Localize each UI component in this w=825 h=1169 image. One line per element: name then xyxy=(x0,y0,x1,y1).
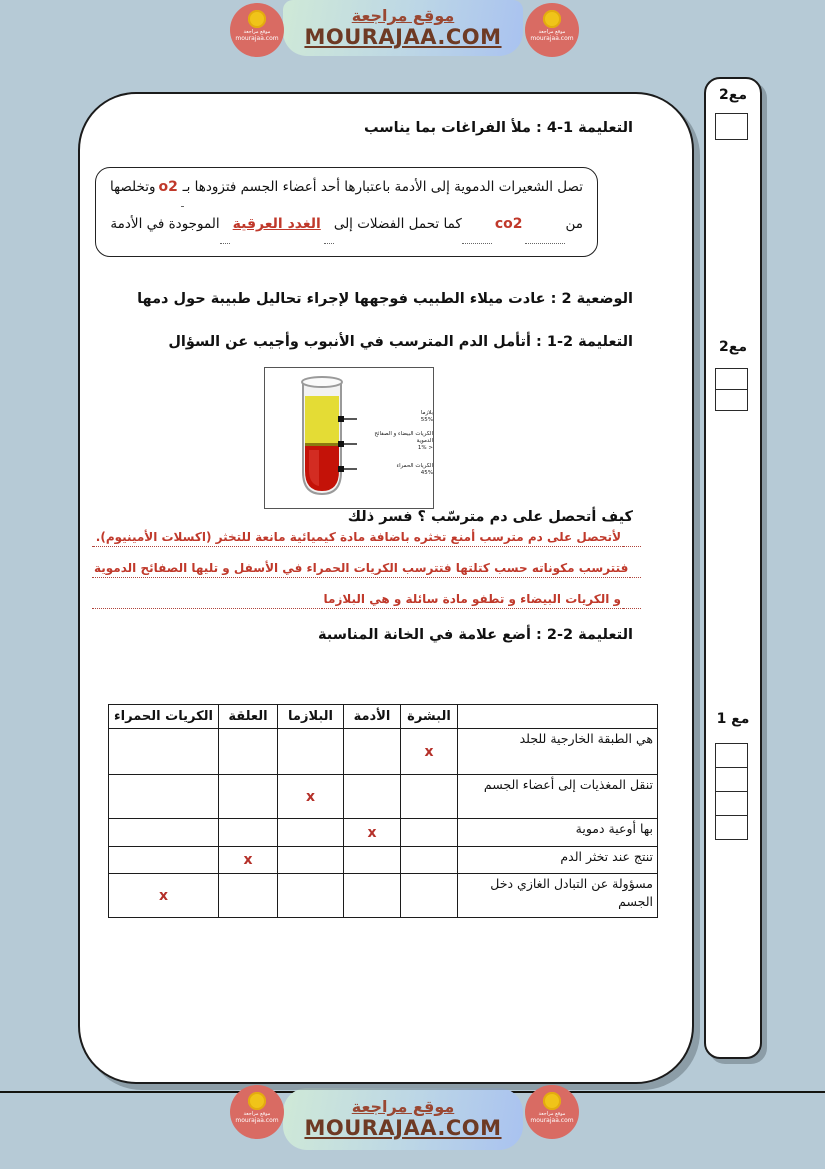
logo-text-arabic: موقع مراجعة xyxy=(243,29,271,35)
blank-answer-o2: o2 xyxy=(158,179,178,195)
row-label: هي الطبقة الخارجية للجلد xyxy=(458,729,658,775)
header-clot: العلقة xyxy=(219,705,278,729)
table-row xyxy=(109,819,658,847)
mark-cell xyxy=(278,819,344,847)
logo-text-arabic: موقع مراجعة xyxy=(538,29,566,35)
fill-line-1 xyxy=(110,179,583,216)
score-cell xyxy=(716,369,747,390)
row-label: مسؤولة عن التبادل الغازي دخل الجسم xyxy=(458,874,658,918)
label-buffy-coat: الكريات البيضاء و الصفائح الدموية < 1% xyxy=(374,431,433,452)
answer-lines xyxy=(92,527,641,609)
logo-text-arabic: موقع مراجعة xyxy=(538,1111,566,1117)
site-logo xyxy=(525,3,579,57)
criteria-table xyxy=(108,704,658,918)
site-logo xyxy=(230,3,284,57)
logo-text-latin: mourajaa.com xyxy=(530,1117,574,1124)
score-marker-label: مع 1 xyxy=(716,711,750,727)
mark-cell xyxy=(109,819,219,847)
score-cell xyxy=(716,390,747,410)
logo-text-arabic: موقع مراجعة xyxy=(243,1111,271,1117)
site-logo xyxy=(525,1085,579,1139)
fill-in-blanks-box xyxy=(95,167,598,257)
mark-cell xyxy=(344,729,401,775)
logo-book-icon xyxy=(248,1092,266,1110)
mark-cell xyxy=(278,847,344,874)
dotted-leader xyxy=(462,243,492,244)
dotted-leader xyxy=(92,608,322,609)
header-empty xyxy=(458,705,658,729)
label-plasma: بلازما 55% xyxy=(420,410,433,424)
fill-text: الموجودة في الأدمة xyxy=(110,216,220,232)
blood-tube-figure xyxy=(264,367,434,509)
score-box xyxy=(715,368,748,411)
row-label: بها أوعية دموية xyxy=(458,819,658,847)
header-epidermis: البشرة xyxy=(401,705,458,729)
heading-situation-2: الوضعية 2 : عادت ميلاء الطبيب فوجهها لإجراء تحاليل طبيبة حول دمها xyxy=(137,291,633,307)
row-label: تنقل المغذيات إلى أعضاء الجسم xyxy=(458,775,658,819)
label-red-cells: الكريات الحمراء 45% xyxy=(396,463,433,477)
mark-cell xyxy=(344,874,401,918)
mark-cell xyxy=(401,819,458,847)
dotted-leader xyxy=(92,546,94,547)
mark-cell xyxy=(109,847,219,874)
header-dermis: الأدمة xyxy=(344,705,401,729)
site-title-arabic: موقع مراجعة xyxy=(351,5,455,25)
fill-text: وتخلصها xyxy=(110,179,156,195)
heading-instruction-2-2: التعليمة 2-2 : أضع علامة في الخانة المناسبة xyxy=(318,627,633,643)
dotted-leader xyxy=(623,608,641,609)
dotted-leader xyxy=(623,546,641,547)
dotted-leader xyxy=(525,243,565,244)
mark-cell xyxy=(401,775,458,819)
site-logo xyxy=(230,1085,284,1139)
header-red-cells: الكريات الحمراء xyxy=(109,705,219,729)
logo-book-icon xyxy=(248,10,266,28)
site-link[interactable]: MOURAJAA.COM xyxy=(304,25,502,49)
mark-cell xyxy=(401,847,458,874)
table-row xyxy=(109,775,658,819)
mark-cell: x xyxy=(344,819,401,847)
mark-cell xyxy=(219,775,278,819)
site-link[interactable]: MOURAJAA.COM xyxy=(304,1116,502,1140)
score-cell xyxy=(716,744,747,768)
table-row xyxy=(109,729,658,775)
logo-book-icon xyxy=(543,10,561,28)
score-marker-label: مع2 xyxy=(719,339,747,355)
bottom-banner xyxy=(283,1088,523,1150)
top-banner xyxy=(283,0,523,56)
dotted-leader xyxy=(324,243,334,244)
answer-line xyxy=(92,527,641,547)
score-cell xyxy=(716,768,747,792)
blank-answer-co2: co2 xyxy=(494,216,523,232)
fill-text: من xyxy=(565,216,583,232)
table-row xyxy=(109,847,658,874)
logo-text-latin: mourajaa.com xyxy=(235,35,279,42)
answer-line xyxy=(92,589,641,609)
mark-cell xyxy=(278,874,344,918)
score-box xyxy=(715,113,748,140)
answer-line xyxy=(92,558,641,578)
heading-instruction-1-4: التعليمة 1-4 : ملأ الفراغات بما يناسب xyxy=(364,120,633,136)
answer-text: و الكريات البيضاء و تطفو مادة سائلة و هي البلازما xyxy=(322,591,623,609)
mark-cell xyxy=(219,874,278,918)
mark-cell xyxy=(109,775,219,819)
fill-text: كما تحمل الفضلات إلى xyxy=(333,216,462,232)
dotted-leader xyxy=(220,243,230,244)
mark-cell: x xyxy=(109,874,219,918)
dotted-leader xyxy=(181,206,183,207)
score-cell xyxy=(716,816,747,839)
mark-cell xyxy=(401,874,458,918)
score-cell xyxy=(716,792,747,816)
mark-cell xyxy=(219,729,278,775)
score-box xyxy=(715,743,748,840)
heading-instruction-2-1: التعليمة 2-1 : أتأمل الدم المترسب في الأنبوب وأجيب عن السؤال xyxy=(168,334,633,350)
score-marker-label: مع2 xyxy=(719,87,747,103)
scoring-margin-strip xyxy=(704,77,762,1059)
fill-line-2 xyxy=(110,216,583,253)
blank-answer-sweat-glands: الغدد العرقية xyxy=(232,216,321,232)
header-plasma: البلازما xyxy=(278,705,344,729)
answer-text: لأتحصل على دم مترسب أمنع تخثره باضافة مادة كيميائية مانعة للتخثر (اكسلات الأمينيوم). xyxy=(94,529,623,547)
table-row xyxy=(109,874,658,918)
mark-cell: x xyxy=(278,775,344,819)
answer-text: فتترسب مكوناته حسب كتلتها فتترسب الكريات الحمراء في الأسفل و تليها الصفائح الدموية xyxy=(92,560,630,578)
row-label: تنتج عند تخثر الدم xyxy=(458,847,658,874)
dotted-leader xyxy=(630,577,641,578)
site-title-arabic: موقع مراجعة xyxy=(351,1096,455,1116)
logo-text-latin: mourajaa.com xyxy=(235,1117,279,1124)
mark-cell xyxy=(219,819,278,847)
mark-cell xyxy=(109,729,219,775)
question-sedimented-blood: كيف أتحصل على دم مترسّب ؟ فسر ذلك xyxy=(347,509,633,525)
mark-cell: x xyxy=(401,729,458,775)
table-header-row xyxy=(109,705,658,729)
mark-cell xyxy=(344,847,401,874)
logo-book-icon xyxy=(543,1092,561,1110)
mark-cell: x xyxy=(219,847,278,874)
mark-cell xyxy=(344,775,401,819)
logo-text-latin: mourajaa.com xyxy=(530,35,574,42)
mark-cell xyxy=(278,729,344,775)
fill-text: تصل الشعيرات الدموية إلى الأدمة باعتبارها أحد أعضاء الجسم فتزودها بـ xyxy=(182,179,583,195)
